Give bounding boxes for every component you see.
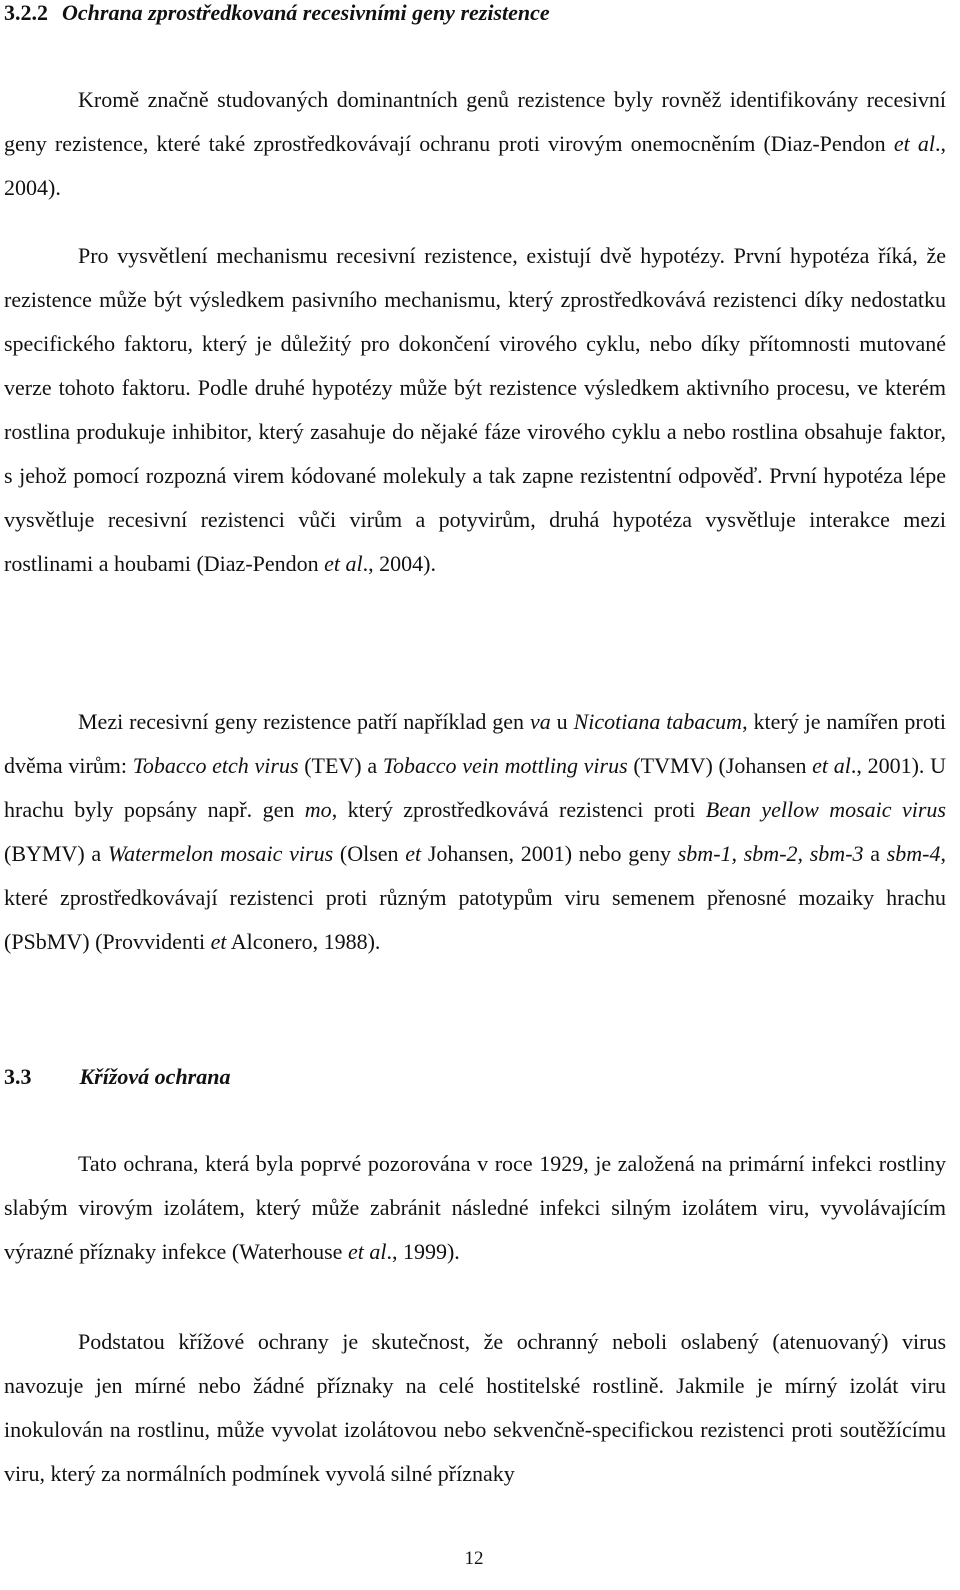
italic-run: et al <box>893 131 935 156</box>
text-run: , který zprostředkovává rezistenci proti <box>331 797 706 822</box>
italic-run: et <box>210 929 227 954</box>
section-number: 3.2.2 <box>4 0 48 25</box>
italic-run: Bean yellow mosaic virus <box>705 797 946 822</box>
text-run: Pro vysvětlení mechanismu recesivní rezistence, existují dvě hypotézy. První hypotéza říká, že rezistence může být výsledkem pasivního mechanismu, který zprostředkovává rezistenci díky nedostatku specifického faktoru, který je důležitý pro dokončení virového cyklu, nebo díky přítomnosti mutované verze tohoto faktoru. Podle druhé hypotézy může být rezistence výsledkem aktivního procesu, ve kterém rostlina produkuje inhibitor, který zasahuje do nějaké fáze virového cyklu a nebo rostlina obsahuje faktor, s jehož pomocí rozpozná virem kódované molekuly a tak zapne rezistentní odpověď. První hypotéza lépe vysvětluje recesivní rezistenci vůči virům a potyvirům, druhá hypotéza vysvětluje interakce mezi rostlinami a houbami (Diaz-Pendon <box>4 243 946 576</box>
text-run: , který je namířen proti dvěma virům: <box>4 709 946 778</box>
paragraph-recessive-gene-examples <box>4 700 946 964</box>
text-run: Kromě značně studovaných dominantních genů rezistence byly rovněž identifikovány recesivní geny rezistence, které také zprostředkovávají ochranu proti virovým onemocněním (Diaz-Pendon <box>4 87 946 156</box>
section-title: Křížová ochrana <box>79 1064 231 1089</box>
section-title: Ochrana zprostředkovaná recesivními geny rezistence <box>62 0 550 25</box>
italic-run: et <box>405 841 422 866</box>
text-run: ., 2001). U hrachu byly popsány např. gen <box>4 753 946 822</box>
paragraph-cross-protection-intro <box>4 1142 946 1274</box>
italic-run: va <box>529 709 551 734</box>
text-run: ., 2004). <box>4 131 946 200</box>
text-run: a <box>863 841 887 866</box>
text-run: (Olsen <box>333 841 406 866</box>
text-run: (TVMV) (Johansen <box>627 753 813 778</box>
paragraph-hypotheses <box>4 234 946 586</box>
text-run: (BYMV) a <box>4 841 108 866</box>
italic-run: Watermelon mosaic virus <box>107 841 334 866</box>
text-run: ., 2004). <box>362 551 436 576</box>
text-run: Podstatou křížové ochrany je skutečnost, že ochranný neboli oslabený (atenuovaný) virus navozuje jen mírné nebo žádné příznaky na celé hostitelské rostlině. Jakmile je mírný izolát viru inokulován na rostlinu, může vyvolat izolátovou nebo sekvenčně-specifickou rezistenci proti soutěžícímu viru, který za normálních podmínek vyvolá silné příznaky <box>4 1329 946 1486</box>
text-run: Alconero, 1988). <box>226 929 381 954</box>
italic-run: mo <box>304 797 332 822</box>
text-run: Johansen, 2001) nebo geny <box>421 841 678 866</box>
section-heading-3-2-2 <box>4 2 550 24</box>
section-heading-3-3 <box>4 1066 230 1088</box>
paragraph-cross-protection-principle <box>4 1320 946 1496</box>
text-run: (TEV) a <box>298 753 383 778</box>
text-run: ., 1999). <box>386 1239 460 1264</box>
paragraph-recessive-genes-intro <box>4 78 946 210</box>
text-run: , které zprostředkovávají rezistenci proti různým patotypům viru semenem přenosné mozaiky hrachu (PSbMV) (Provvidenti <box>4 841 946 954</box>
text-run: u <box>550 709 574 734</box>
italic-run: et al <box>324 551 363 576</box>
italic-run: sbm-1, sbm-2, sbm-3 <box>677 841 864 866</box>
italic-run: Tobacco etch virus <box>132 753 299 778</box>
italic-run: et al <box>347 1239 387 1264</box>
italic-run: Nicotiana tabacum <box>573 709 743 734</box>
text-run: Tato ochrana, která byla poprvé pozorována v roce 1929, je založená na primární infekci rostliny slabým virovým izolátem, který může zabránit následné infekci silným izolátem viru, vyvolávajícím výrazné příznaky infekce (Waterhouse <box>4 1151 946 1264</box>
section-number: 3.3 <box>4 1064 32 1089</box>
italic-run: Tobacco vein mottling virus <box>382 753 628 778</box>
italic-run: sbm-4 <box>886 841 941 866</box>
page-number: 12 <box>464 1548 484 1569</box>
text-run: Mezi recesivní geny rezistence patří například gen <box>78 709 530 734</box>
italic-run: et al <box>812 753 851 778</box>
